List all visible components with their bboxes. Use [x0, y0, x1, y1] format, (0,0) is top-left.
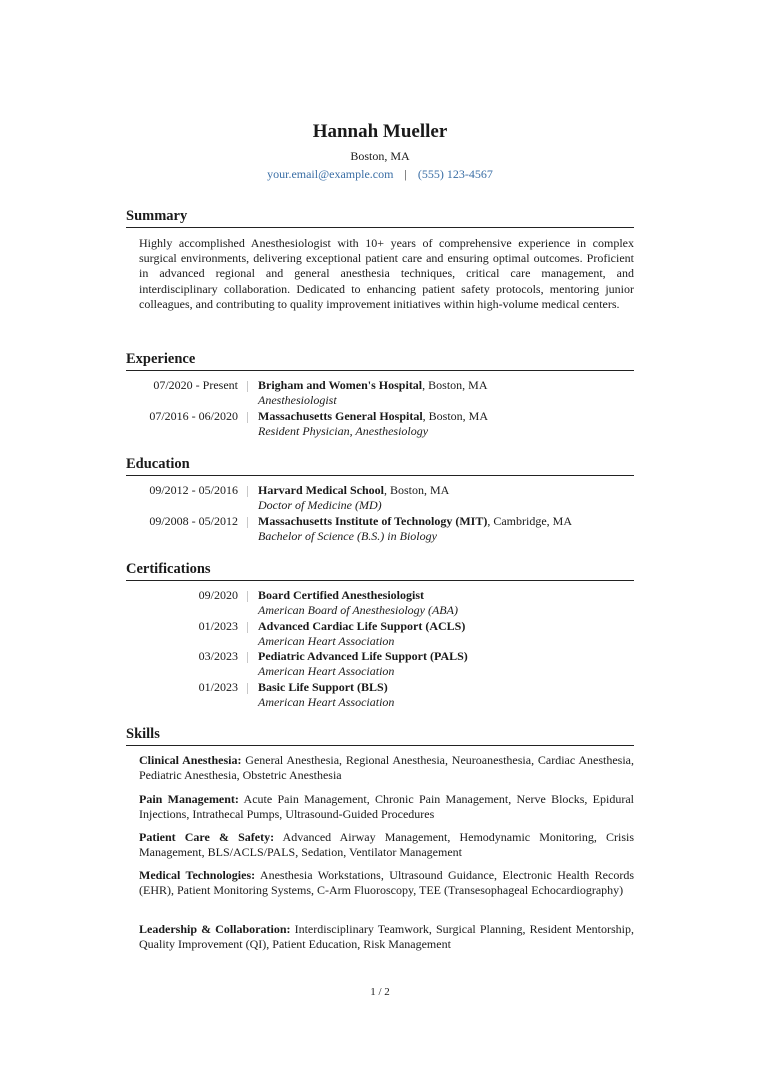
certification-issuer: American Heart Association — [258, 695, 395, 709]
entry-location: , Cambridge, MA — [487, 514, 572, 528]
certification-entry — [126, 588, 634, 618]
entry-divider — [247, 381, 248, 392]
entry-degree: Bachelor of Science (B.S.) in Biology — [258, 529, 437, 543]
entry-divider — [247, 652, 248, 663]
entry-organization: Brigham and Women's Hospital — [258, 378, 423, 392]
skill-list: Advanced Airway Management, Hemodynamic Monitoring, Crisis Management, BLS/ACLS/PALS, Sedation, Ventilator Management — [139, 830, 634, 860]
candidate-name: Hannah Mueller — [312, 121, 448, 142]
candidate-location: Boston, MA — [350, 149, 410, 163]
education-entry — [126, 483, 634, 513]
skill-list: Anesthesia Workstations, Ultrasound Guidance, Electronic Health Records (EHR), Patient Monitoring Systems, C-Arm Fluoroscopy, TEE (Transesophageal Echocardiography) — [139, 868, 634, 898]
experience-entry — [126, 409, 634, 439]
entry-date: 01/2023 — [198, 619, 238, 633]
skill-group — [139, 922, 634, 952]
contact-line — [126, 167, 634, 182]
entry-date: 01/2023 — [198, 680, 238, 694]
email-link[interactable]: your.email@example.com — [267, 167, 394, 181]
skills-heading: Skills — [126, 726, 634, 746]
entry-date: 07/2020 - Present — [153, 378, 238, 392]
contact-separator: | — [404, 167, 407, 181]
entry-degree: Doctor of Medicine (MD) — [258, 498, 382, 512]
entry-body — [258, 649, 634, 679]
entry-organization: Harvard Medical School — [258, 483, 384, 497]
skill-list: General Anesthesia, Regional Anesthesia, Neuroanesthesia, Cardiac Anesthesia, Pediatric Anesthesia, Obstetric Anesthesia — [139, 753, 634, 783]
page-number: 1 / 2 — [370, 986, 390, 998]
skill-group — [139, 830, 634, 860]
entry-date: 09/2012 - 05/2016 — [149, 483, 238, 497]
education-heading: Education — [126, 456, 634, 476]
entry-date: 03/2023 — [198, 649, 238, 663]
entry-body — [258, 483, 634, 513]
phone-link[interactable]: (555) 123-4567 — [417, 167, 493, 181]
skill-group — [139, 868, 634, 898]
entry-role: Anesthesiologist — [258, 393, 337, 407]
entry-location: , Boston, MA — [422, 409, 489, 423]
entry-body — [258, 514, 634, 544]
certification-issuer: American Heart Association — [258, 664, 395, 678]
skill-list: Interdisciplinary Teamwork, Surgical Planning, Resident Mentorship, Quality Improvement (QI), Patient Education, Risk Management — [139, 922, 635, 952]
skill-label: Medical Technologies: — [139, 868, 256, 882]
certification-name: Basic Life Support (BLS) — [258, 680, 388, 694]
summary-text: Highly accomplished Anesthesiologist with 10+ years of comprehensive experience in complex surgical environments, delivering exceptional patient care and ensuring optimal outcomes. Proficient in advanced regional and general anesthesia techniques, critical care management, and interdisciplinary collaboration. Dedicated to enhancing patient safety protocols, mentoring junior colleagues, and contributing to quality improvement initiatives within high-volume medical centers. — [139, 236, 634, 311]
certification-entry — [126, 649, 634, 679]
certification-entry — [126, 619, 634, 649]
entry-divider — [247, 683, 248, 694]
entry-divider — [247, 486, 248, 497]
skill-label: Patient Care & Safety: — [139, 830, 275, 844]
entry-location: , Boston, MA — [384, 483, 450, 497]
skill-label: Clinical Anesthesia: — [139, 753, 242, 767]
entry-location: , Boston, MA — [422, 378, 488, 392]
certifications-heading: Certifications — [126, 561, 634, 581]
summary-heading: Summary — [126, 208, 634, 228]
entry-date: 09/2020 — [198, 588, 238, 602]
entry-body — [258, 619, 634, 649]
certification-entry — [126, 680, 634, 710]
education-entry — [126, 514, 634, 544]
skill-group — [139, 753, 634, 783]
entry-divider — [247, 622, 248, 633]
certification-name: Board Certified Anesthesiologist — [258, 588, 424, 602]
entry-role: Resident Physician, Anesthesiology — [258, 424, 429, 438]
experience-entry — [126, 378, 634, 408]
certification-name: Pediatric Advanced Life Support (PALS) — [258, 649, 468, 663]
skill-list: Acute Pain Management, Chronic Pain Management, Nerve Blocks, Epidural Injections, Intrathecal Pumps, Ultrasound-Guided Procedures — [139, 792, 634, 822]
skill-group — [139, 792, 634, 822]
entry-organization: Massachusetts General Hospital — [258, 409, 423, 423]
entry-divider — [247, 517, 248, 528]
entry-organization: Massachusetts Institute of Technology (MIT) — [258, 514, 488, 528]
certification-issuer: American Heart Association — [258, 634, 395, 648]
certification-issuer: American Board of Anesthesiology (ABA) — [258, 603, 458, 617]
entry-divider — [247, 591, 248, 602]
entry-body — [258, 378, 634, 408]
skill-label: Pain Management: — [139, 792, 239, 806]
entry-divider — [247, 412, 248, 423]
entry-body — [258, 588, 634, 618]
entry-date: 07/2016 - 06/2020 — [149, 409, 238, 423]
entry-body — [258, 680, 634, 710]
certification-name: Advanced Cardiac Life Support (ACLS) — [258, 619, 466, 633]
entry-body — [258, 409, 634, 439]
experience-heading: Experience — [126, 351, 634, 371]
entry-date: 09/2008 - 05/2012 — [149, 514, 238, 528]
skill-label: Leadership & Collaboration: — [139, 922, 291, 936]
